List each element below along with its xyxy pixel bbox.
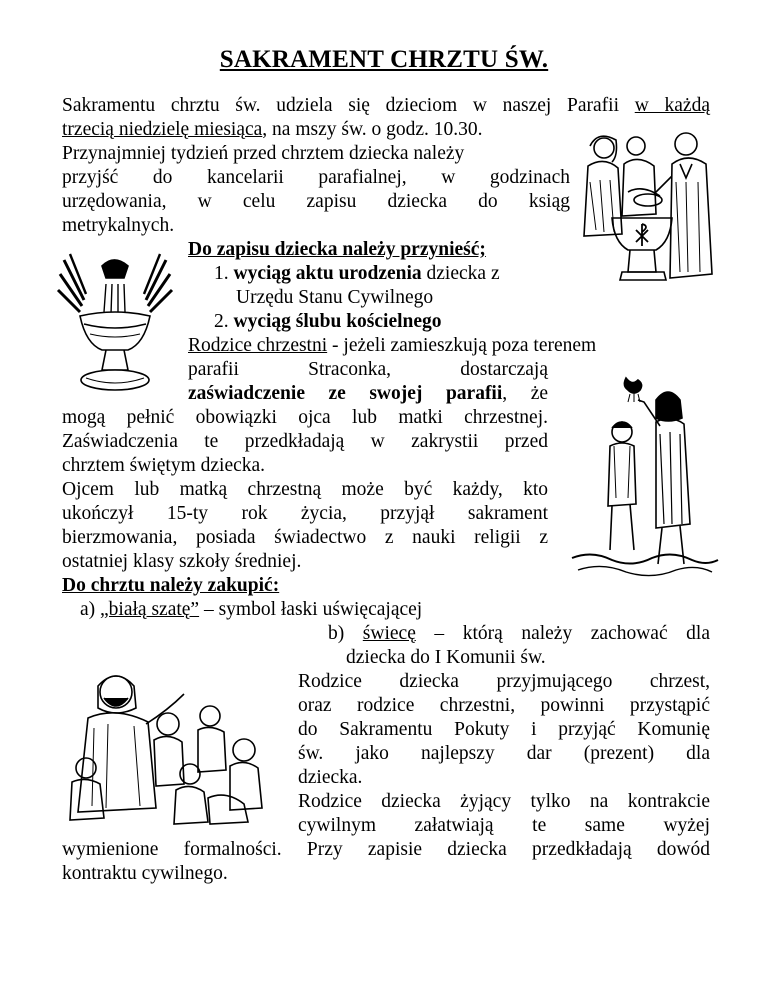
schedule-highlight: w każdą <box>634 95 710 116</box>
documents-item-2: 2. wyciąg ślubu kościelnego <box>214 311 442 332</box>
closing-line-6: Rodzice dziecka żyjący tylko na kontrakcie <box>298 791 710 812</box>
closing-line-3: do Sakramentu Pokuty i przyjąć Komunię <box>298 719 710 740</box>
godparents-line-6: chrztem świętym dziecka. <box>62 455 266 476</box>
godparents-line-8: ukończył 15-ty rok życia, przyjął sakrament <box>62 503 548 524</box>
baptismal-font-illustration <box>56 254 174 396</box>
godparents-line-10: ostatniej klasy szkoły średniej. <box>62 551 302 572</box>
candle-label: świecę <box>362 623 416 644</box>
documents-item-1: 1. wyciąg aktu urodzenia dziecka z <box>214 263 500 284</box>
purchase-heading: Do chrztu należy zakupić: <box>62 575 280 596</box>
intro-line-5: urzędowania, w celu zapisu dziecka do ksiąg <box>62 191 570 212</box>
schedule-highlight-cont: trzecią niedzielę miesiąca <box>62 119 263 140</box>
closing-line-4: św. jako najlepszy dar (prezent) dla <box>298 743 710 764</box>
baptism-ceremony-illustration <box>576 122 722 290</box>
closing-line-2: oraz rodzice chrzestni, powinni przystąpić <box>298 695 710 716</box>
white-garment-label: „białą szatę” <box>100 599 200 620</box>
godparents-line-4: mogą pełnić obowiązki ojca lub matki chrzestnej. <box>62 407 548 428</box>
closing-line-8: wymienione formalności. Przy zapisie dziecka przedkładają dowód <box>62 839 710 860</box>
intro-line-2: trzecią niedzielę miesiąca, na mszy św. o godz. 10.30. <box>62 119 483 140</box>
intro-line-6: metrykalnych. <box>62 215 175 236</box>
intro-line-4: przyjść do kancelarii parafialnej, w godzinach <box>62 167 570 188</box>
godparents-line-2: parafii Straconka, dostarczają <box>188 359 548 380</box>
godparents-line-3: zaświadczenie ze swojej parafii, że <box>188 383 548 404</box>
purchase-item-a: a) „białą szatę” – symbol łaski uświęcającej <box>80 599 423 620</box>
documents-item-1-cont: Urzędu Stanu Cywilnego <box>236 287 434 308</box>
purchase-item-b-cont: dziecka do I Komunii św. <box>346 647 546 668</box>
documents-heading: Do zapisu dziecka należy przynieść; <box>188 239 486 260</box>
jesus-with-children-illustration <box>58 658 280 826</box>
godparents-line-5: Zaświadczenia te przedkładają w zakrystii przed <box>62 431 548 452</box>
baptism-of-jesus-illustration <box>572 374 718 580</box>
intro-line-3: Przynajmniej tydzień przed chrztem dziecka należy <box>62 143 465 164</box>
closing-line-7: cywilnym załatwiają te same wyżej <box>298 815 710 836</box>
closing-line-9: kontraktu cywilnego. <box>62 863 228 884</box>
godparents-line-1: Rodzice chrzestni - jeżeli zamieszkują poza terenem <box>188 335 597 356</box>
closing-line-5: dziecka. <box>298 767 363 788</box>
godparents-line-7: Ojcem lub matką chrzestną może być każdy, kto <box>62 479 548 500</box>
godparents-label: Rodzice chrzestni <box>188 335 328 356</box>
closing-line-1: Rodzice dziecka przyjmującego chrzest, <box>298 671 710 692</box>
godparents-line-9: bierzmowania, posiada świadectwo z nauki religii z <box>62 527 548 548</box>
page-title: SAKRAMENT CHRZTU ŚW. <box>219 46 549 73</box>
purchase-item-b: b) świecę – którą należy zachować dla <box>328 623 710 644</box>
intro-line-1: Sakramentu chrztu św. udziela się dzieciom w naszej Parafii w każdą <box>62 95 710 116</box>
